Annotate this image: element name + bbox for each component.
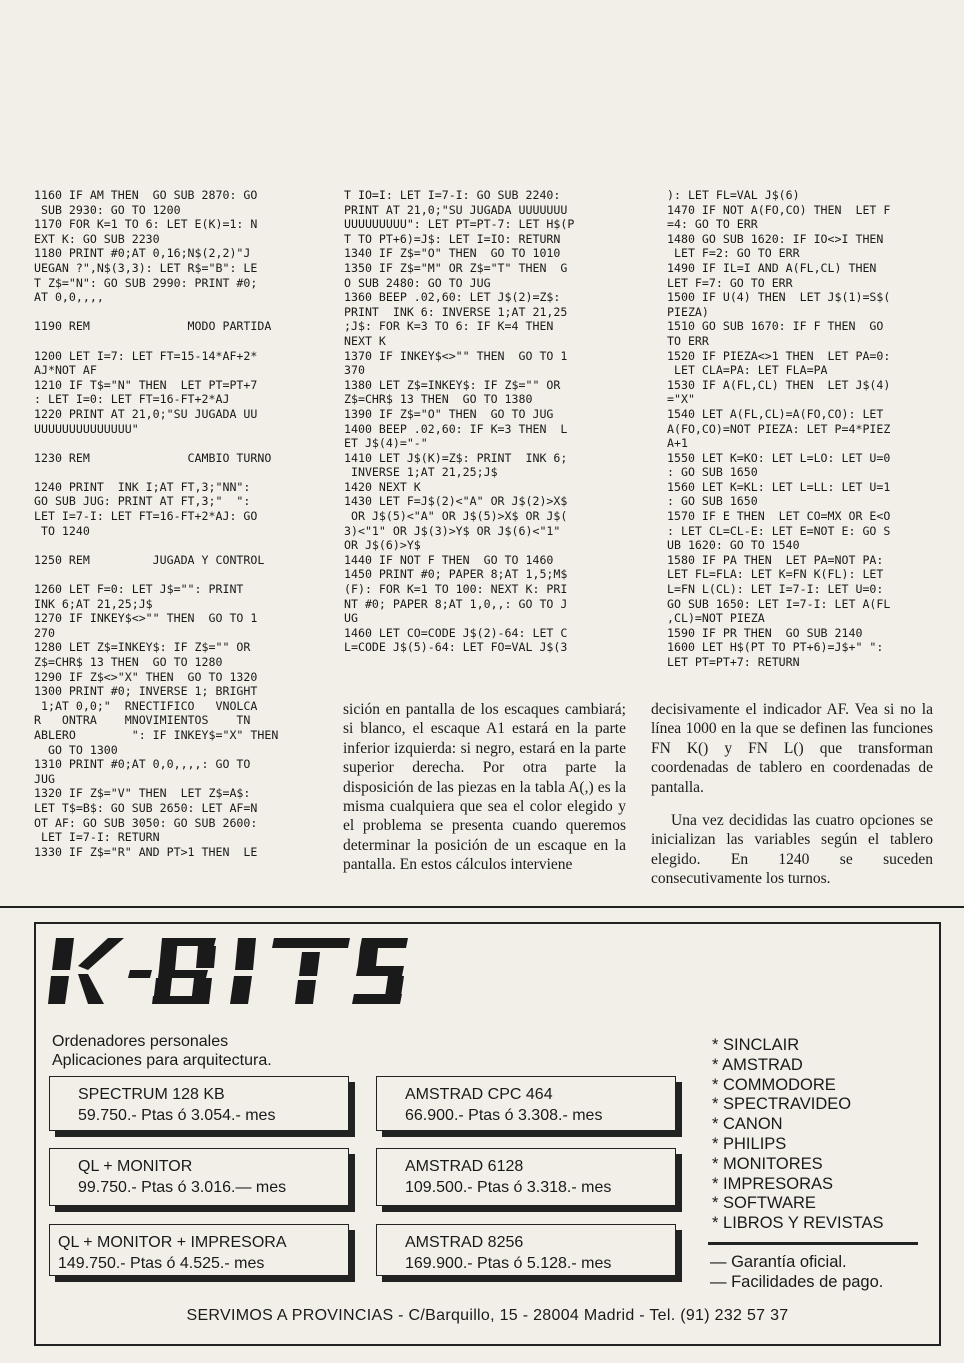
tagline-line-1: Ordenadores personales	[52, 1033, 229, 1050]
offer-box	[376, 1076, 676, 1131]
code-listing-right: ): LET FL=VAL J$(6) 1470 IF NOT A(FO,CO) THEN LET F =4: GO TO ERR 1480 GO SUB 1620: IF IO<>I THEN LET F=2: GO TO ERR 1490 IF IL=I AND A(FL,CL) THEN LET F=7: GO TO ERR 1500 IF U(4) THEN LET J$(1)=S$( PIEZA) 1510 GO SUB 1670: IF F THEN GO TO ERR 1520 IF PIEZA<>1 THEN LET PA=0: LET CLA=PA: LET FLA=PA 1530 IF A(FL,CL) THEN LET J$(4) ="X" 1540 LET A(FL,CL)=A(FO,CO): LET A(FO,CO)=NOT PIEZA: LET P=4*PIEZ A+1 1550 LET K=KO: LET L=LO: LET U=0 : GO SUB 1650 1560 LET K=KL: LET L=LL: LET U=1 : GO SUB 1650 1570 IF E THEN LET CO=MX OR E<O : LET CL=CL-E: LET E=NOT E: GO S UB 1620: GO TO 1540 1580 IF PA THEN LET PA=NOT PA: LET FL=FLA: LET K=FN K(FL): LET L=FN L(CL): LET I=7-I: LET U=0: GO SUB 1650: LET I=7-I: LET A(FL ,CL)=NOT PIEZA 1590 IF PR THEN GO SUB 2140 1600 LET H$(PT TO PT+6)=J$+" ": LET PT=PT+7: RETURN	[667, 188, 891, 669]
offer-box	[49, 1148, 349, 1206]
article-text-middle	[343, 700, 626, 889]
offer-name: AMSTRAD CPC 464	[405, 1086, 553, 1103]
offer-name: SPECTRUM 128 KB	[78, 1086, 225, 1103]
brand-item: * CANON	[712, 1115, 783, 1134]
brand-item: * COMMODORE	[712, 1075, 836, 1094]
offer-price: 169.900.- Ptas ó 5.128.- mes	[405, 1255, 612, 1272]
article-paragraph: decisivamente el indicador AF. Vea si no la línea 1000 en la que se definen las funciones FN K() y FN L() que transforman coordenadas de tablero en coordenadas de pantalla.	[651, 701, 933, 796]
offer-box	[376, 1224, 676, 1276]
brand-item: * SOFTWARE	[712, 1194, 816, 1213]
article-paragraph: sición en pantalla de los escaques cambiará; si blanco, el escaque A1 estará en la parte inferior izquierda: si negro, estará en la parte superior derecha. Por otra parte la disposición de las piezas en la tabla A(,) es la misma cualquiera que sea el color elegido y el problema se presenta cuando queremos determinar la posición de un escaque en la pantalla. En estos cálculos interviene	[343, 701, 626, 874]
offer-box	[49, 1224, 349, 1276]
brand-item: * AMSTRAD	[712, 1055, 803, 1074]
brand-item: * LIBROS Y REVISTAS	[712, 1214, 884, 1233]
brand-list	[712, 1036, 884, 1234]
brand-item: * SPECTRAVIDEO	[712, 1095, 852, 1114]
guarantee-item: — Garantía oficial.	[710, 1253, 847, 1271]
offer-name: QL + MONITOR + IMPRESORA	[58, 1234, 287, 1251]
brand-item: * MONITORES	[712, 1154, 823, 1173]
brand-item: * PHILIPS	[712, 1134, 787, 1153]
code-listing-left: 1160 IF AM THEN GO SUB 2870: GO SUB 2930: GO TO 1200 1170 FOR K=1 TO 6: LET E(K)=1: N EXT K: GO SUB 2230 1180 PRINT #0;AT 0,16;N$(2,2)"J UEGAN ?",N$(3,3): LET R$="B": LE T Z$="N": GO SUB 2990: PRINT #0; AT 0,0,,,, 1190 REM MODO PARTIDA 1200 LET I=7: LET FT=15-14*AF+2* AJ*NOT AF 1210 IF T$="N" THEN LET PT=PT+7 : LET I=0: LET FT=16-FT+2*AJ 1220 PRINT AT 21,0;"SU JUGADA UU UUUUUUUUUUUUUU" 1230 REM CAMBIO TURNO 1240 PRINT INK I;AT FT,3;"NN": GO SUB JUG: PRINT AT FT,3;" ": LET I=7-I: LET FT=16-FT+2*AJ: GO TO 1240 1250 REM JUGADA Y CONTROL 1260 LET F=0: LET J$="": PRINT INK 6;AT 21,25;J$ 1270 IF INKEY$<>"" THEN GO TO 1 270 1280 LET Z$=INKEY$: IF Z$="" OR Z$=CHR$ 13 THEN GO TO 1280 1290 IF Z$<>"X" THEN GO TO 1320 1300 PRINT #0; INVERSE 1; BRIGHT 1;AT 0,0;" RNECTIFICO VNOLCA R ONTRA MNOVIMIENTOS TN ABLERO ": IF INKEY$="X" THEN GO TO 1300 1310 PRINT #0;AT 0,0,,,,: GO TO JUG 1320 IF Z$="V" THEN LET Z$=A$: LET T$=B$: GO SUB 2650: LET AF=N OT AF: GO SUB 3050: GO SUB 2600: LET I=7-I: RETURN 1330 IF Z$="R" AND PT>1 THEN LE	[34, 188, 279, 859]
offer-price: 59.750.- Ptas ó 3.054.- mes	[78, 1107, 276, 1124]
offer-name: QL + MONITOR	[78, 1158, 193, 1175]
guarantee-item: — Facilidades de pago.	[710, 1273, 884, 1291]
page-divider	[0, 906, 964, 908]
article-text-right	[651, 700, 933, 903]
tagline-line-2: Aplicaciones para arquitectura.	[52, 1052, 272, 1069]
offer-box	[376, 1148, 676, 1206]
offer-price: 99.750.- Ptas ó 3.016.— mes	[78, 1179, 287, 1196]
offer-name: AMSTRAD 6128	[405, 1158, 524, 1175]
k-bits-advertisement	[34, 922, 941, 1346]
offer-price: 109.500.- Ptas ó 3.318.- mes	[405, 1179, 612, 1196]
k-bits-logo-graphic	[48, 930, 408, 1010]
offer-box	[49, 1076, 349, 1131]
offer-name: AMSTRAD 8256	[405, 1234, 524, 1251]
article-paragraph: Una vez decididas las cuatro opciones se inicializan las variables según el tablero elegido. En 1240 se suceden consecutivamente los turnos.	[651, 812, 933, 888]
code-listing-middle: T IO=I: LET I=7-I: GO SUB 2240: PRINT AT 21,0;"SU JUGADA UUUUUUU UUUUUUUUU": LET PT=PT-7: LET H$(P T TO PT+6)=J$: LET I=IO: RETURN 1340 IF Z$="O" THEN GO TO 1010 1350 IF Z$="M" OR Z$="T" THEN G O SUB 2480: GO TO JUG 1360 BEEP .02,60: LET J$(2)=Z$: PRINT INK 6: INVERSE 1;AT 21,25 ;J$: FOR K=3 TO 6: IF K=4 THEN NEXT K 1370 IF INKEY$<>"" THEN GO TO 1 370 1380 LET Z$=INKEY$: IF Z$="" OR Z$=CHR$ 13 THEN GO TO 1380 1390 IF Z$="O" THEN GO TO JUG 1400 BEEP .02,60: IF K=3 THEN L ET J$(4)="-" 1410 LET J$(K)=Z$: PRINT INK 6; INVERSE 1;AT 21,25;J$ 1420 NEXT K 1430 LET F=J$(2)<"A" OR J$(2)>X$ OR J$(5)<"A" OR J$(5)>X$ OR J$( 3)<"1" OR J$(3)>Y$ OR J$(6)<"1" OR J$(6)>Y$ 1440 IF NOT F THEN GO TO 1460 1450 PRINT #0; PAPER 8;AT 1,5;M$ (F): FOR K=1 TO 100: NEXT K: PRI NT #0; PAPER 8;AT 1,0,,: GO TO J UG 1460 LET CO=CODE J$(2)-64: LET C L=CODE J$(5)-64: LET FO=VAL J$(3	[344, 188, 575, 655]
guarantee-list	[710, 1252, 883, 1292]
offer-price: 149.750.- Ptas ó 4.525.- mes	[58, 1255, 265, 1272]
brand-list-divider	[708, 1242, 918, 1245]
brand-item: * IMPRESORAS	[712, 1174, 834, 1193]
ad-tagline	[52, 1032, 272, 1070]
brand-item: * SINCLAIR	[712, 1036, 800, 1054]
offer-price: 66.900.- Ptas ó 3.308.- mes	[405, 1107, 603, 1124]
ad-footer-address: SERVIMOS A PROVINCIAS - C/Barquillo, 15 - 28004 Madrid - Tel. (91) 232 57 37	[186, 1307, 789, 1324]
k-bits-logo	[48, 930, 408, 1015]
